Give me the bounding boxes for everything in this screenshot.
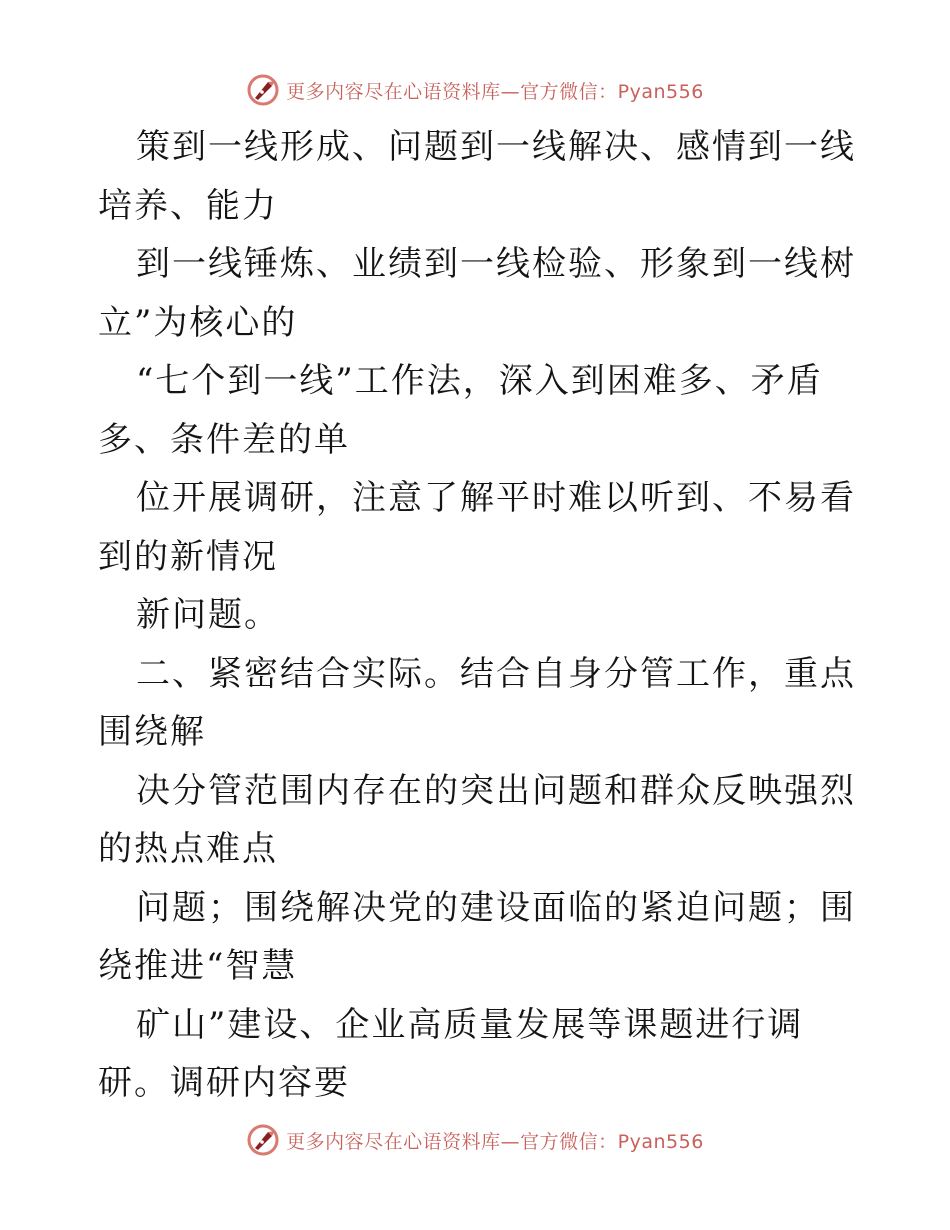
- footer-banner: [0, 1120, 950, 1160]
- pen-nib-logo-icon: [246, 73, 280, 107]
- paragraph-8: 问题；围绕解决党的建设面临的紧迫问题；围绕推进“智慧: [98, 887, 856, 986]
- paragraph-2: 到一线锤炼、业绩到一线检验、形象到一线树立”为核心的: [98, 244, 856, 343]
- paragraph-9: 矿山”建设、企业高质量发展等课题进行调研。调研内容要: [98, 1004, 804, 1103]
- paragraph-3: “七个到一线”工作法，深入到困难多、矛盾多、条件差的单: [98, 361, 823, 460]
- paragraph-4: 位开展调研，注意了解平时难以听到、不易看到的新情况: [98, 478, 856, 577]
- footer-banner-text: 更多内容尽在心语资料库—官方微信：Pyan556: [286, 1130, 704, 1153]
- paragraph-5: 新问题。: [136, 595, 280, 635]
- document-body: [98, 118, 858, 1113]
- header-banner: [0, 70, 950, 110]
- header-banner-text: 更多内容尽在心语资料库—官方微信：Pyan556: [286, 80, 704, 103]
- paragraph-1: 策到一线形成、问题到一线解决、感情到一线培养、能力: [98, 127, 856, 226]
- paragraph-7: 决分管范围内存在的突出问题和群众反映强烈的热点难点: [98, 770, 856, 869]
- pen-nib-logo-icon: [246, 1123, 280, 1157]
- paragraph-6: 二、紧密结合实际。结合自身分管工作，重点围绕解: [98, 653, 856, 752]
